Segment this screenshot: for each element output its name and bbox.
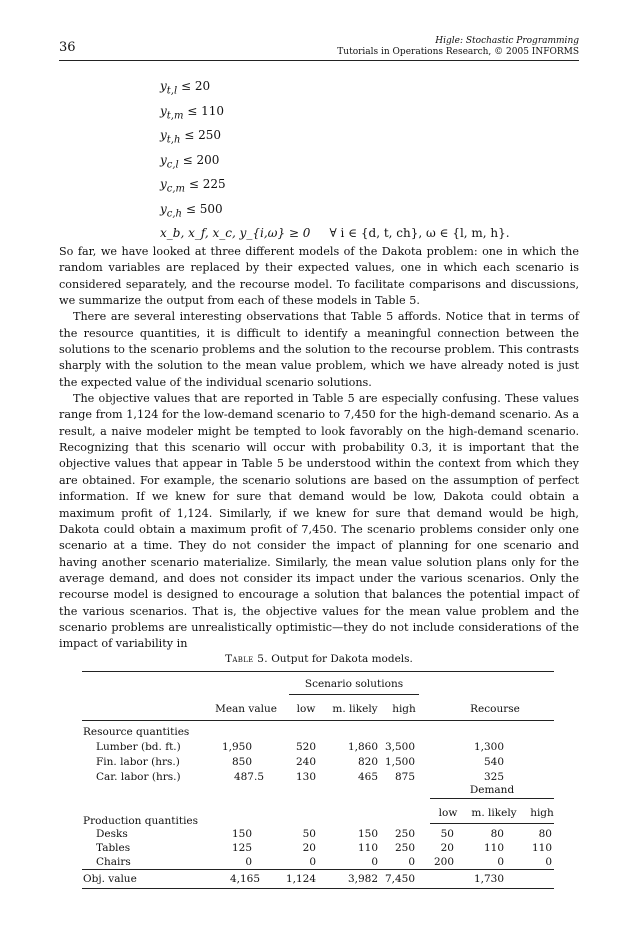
- table-top-rule: [82, 671, 554, 672]
- row-label: Obj. value: [83, 873, 137, 885]
- demand-col-mlikely: m. likely: [471, 807, 517, 819]
- nonnegativity-constraint: x_b, x_f, x_c, y_{i,ω} ≥ 0 ∀ i ∈ {d, t, ch}, ω ∈ {l, m, h}.: [160, 226, 510, 240]
- cell: 250: [394, 842, 415, 854]
- cell: 110: [531, 842, 552, 854]
- cell: 0: [545, 856, 552, 868]
- cell: 250: [394, 828, 415, 840]
- cell: 4,165: [229, 873, 260, 885]
- row-label: Chairs: [96, 856, 131, 868]
- cell: 1,730: [473, 873, 504, 885]
- cell: 0: [408, 856, 415, 868]
- header-rule: [59, 60, 579, 61]
- body-text: [59, 244, 579, 653]
- page-number: 36: [59, 40, 76, 55]
- equation: $y_{c,m} \le 225$: [160, 177, 226, 195]
- section-header: Production quantities: [83, 815, 199, 827]
- obj-top-rule: [82, 869, 554, 870]
- cell: 1,860: [347, 741, 378, 753]
- equation: $y_{t,l} \le 20$: [160, 79, 211, 97]
- cell: 540: [483, 756, 504, 768]
- cell: 325: [483, 771, 504, 783]
- running-title: Higle: Stochastic Programming: [435, 36, 579, 46]
- cell: 110: [357, 842, 378, 854]
- cell: 200: [433, 856, 454, 868]
- constraint-block: [160, 74, 510, 246]
- row-label: Fin. labor (hrs.): [96, 756, 180, 768]
- cell: 150: [357, 828, 378, 840]
- cell: 3,982: [347, 873, 378, 885]
- equation: $y_{c,h} \le 500$: [160, 201, 223, 219]
- row-label: Car. labor (hrs.): [96, 771, 181, 783]
- table-bottom-rule: [82, 888, 554, 889]
- cell: 1,500: [384, 756, 415, 768]
- cell: 875: [394, 771, 415, 783]
- cell: 465: [357, 771, 378, 783]
- cell: 240: [295, 756, 316, 768]
- equation: $y_{c,l} \le 200$: [160, 152, 220, 170]
- col-header-mlikely: m. likely: [332, 703, 378, 715]
- section-header: Resource quantities: [83, 726, 190, 738]
- col-header-recourse: Recourse: [470, 703, 520, 715]
- row-label: Desks: [96, 828, 128, 840]
- demand-col-low: low: [438, 807, 458, 819]
- table-caption: Table 5. Output for Dakota models.: [225, 653, 413, 665]
- paragraph: There are several interesting observations that Table 5 affords. Notice that in terms of the resource quantities, it is difficult to identify a meaningful connection between the solutions to the scenario problems and the solution to the recourse problem. This contrasts sharply with the solution to the mean value problem, which we have already noted is just the expected value of the individual scenario solutions.: [59, 310, 579, 389]
- col-header-high: high: [392, 703, 416, 715]
- production-rule: [430, 823, 554, 824]
- cell: 520: [295, 741, 316, 753]
- row-label: Lumber (bd. ft.): [96, 741, 181, 753]
- cell: 850: [231, 756, 252, 768]
- scenario-group-header: Scenario solutions: [304, 678, 404, 690]
- cell: 0: [497, 856, 504, 868]
- cell: 20: [440, 842, 454, 854]
- cell: 1,950: [221, 741, 252, 753]
- demand-rule: [430, 798, 554, 799]
- cell: 130: [295, 771, 316, 783]
- row-label: Tables: [96, 842, 131, 854]
- equation: $y_{t,m} \le 110$: [160, 103, 225, 121]
- cell: 20: [302, 842, 316, 854]
- cell: 150: [231, 828, 252, 840]
- cell: 0: [371, 856, 378, 868]
- table-header-rule: [82, 720, 554, 721]
- scenario-group-rule: [289, 694, 419, 695]
- cell: 0: [245, 856, 252, 868]
- cell: 50: [440, 828, 454, 840]
- cell: 7,450: [384, 873, 415, 885]
- demand-header: Demand: [469, 784, 515, 796]
- cell: 110: [483, 842, 504, 854]
- cell: 50: [302, 828, 316, 840]
- cell: 80: [490, 828, 504, 840]
- journal-line: Tutorials in Operations Research, © 2005 INFORMS: [337, 47, 579, 57]
- demand-col-high: high: [530, 807, 554, 819]
- equation: $y_{t,h} \le 250$: [160, 128, 222, 146]
- cell: 0: [309, 856, 316, 868]
- cell: 80: [538, 828, 552, 840]
- cell: 820: [357, 756, 378, 768]
- cell: 487.5: [233, 771, 264, 783]
- paragraph: So far, we have looked at three different models of the Dakota problem: one in which the random variables are replaced by their expected values, one in which each scenario is considered separately, and the recourse model. To facilitate comparisons and discussions, we summarize the output from each of these models in Table 5.: [59, 245, 579, 308]
- running-header: [337, 36, 579, 58]
- paragraph: The objective values that are reported in Table 5 are especially confusing. These values range from 1,124 for the low-demand scenario to 7,450 for the high-demand scenario. As a result, a naive modeler might be tempted to look favorably on the high-demand scenario. Recognizing that this scenario will occur with probability 0.3, it is important that the objective values that appear in Table 5 be understood within the context from which they are obtained. For example, the scenario solutions are based on the assumption of perfect information. If we knew for sure that demand would be low, Dakota could obtain a maximum profit of 1,124. Similarly, if we knew for sure that demand would be high, Dakota could obtain a maximum profit of 7,450. The scenario problems consider only one scenario at a time. They do not consider the impact of planning for one scenario and having another scenario materialize. Similarly, the mean value solution plans only for the average demand, and does not consider its impact under the various scenarios. Only the recourse model is designed to encourage a solution that balances the potential impact of the various scenarios. That is, the objective values for the mean value problem and the scenario problems are unrealistically optimistic—they do not include considerations of the impact of variability in: [59, 392, 579, 651]
- cell: 3,500: [384, 741, 415, 753]
- col-header-low: low: [296, 703, 316, 715]
- cell: 125: [231, 842, 252, 854]
- cell: 1,124: [285, 873, 316, 885]
- cell: 1,300: [473, 741, 504, 753]
- col-header-mean: Mean value: [215, 703, 277, 715]
